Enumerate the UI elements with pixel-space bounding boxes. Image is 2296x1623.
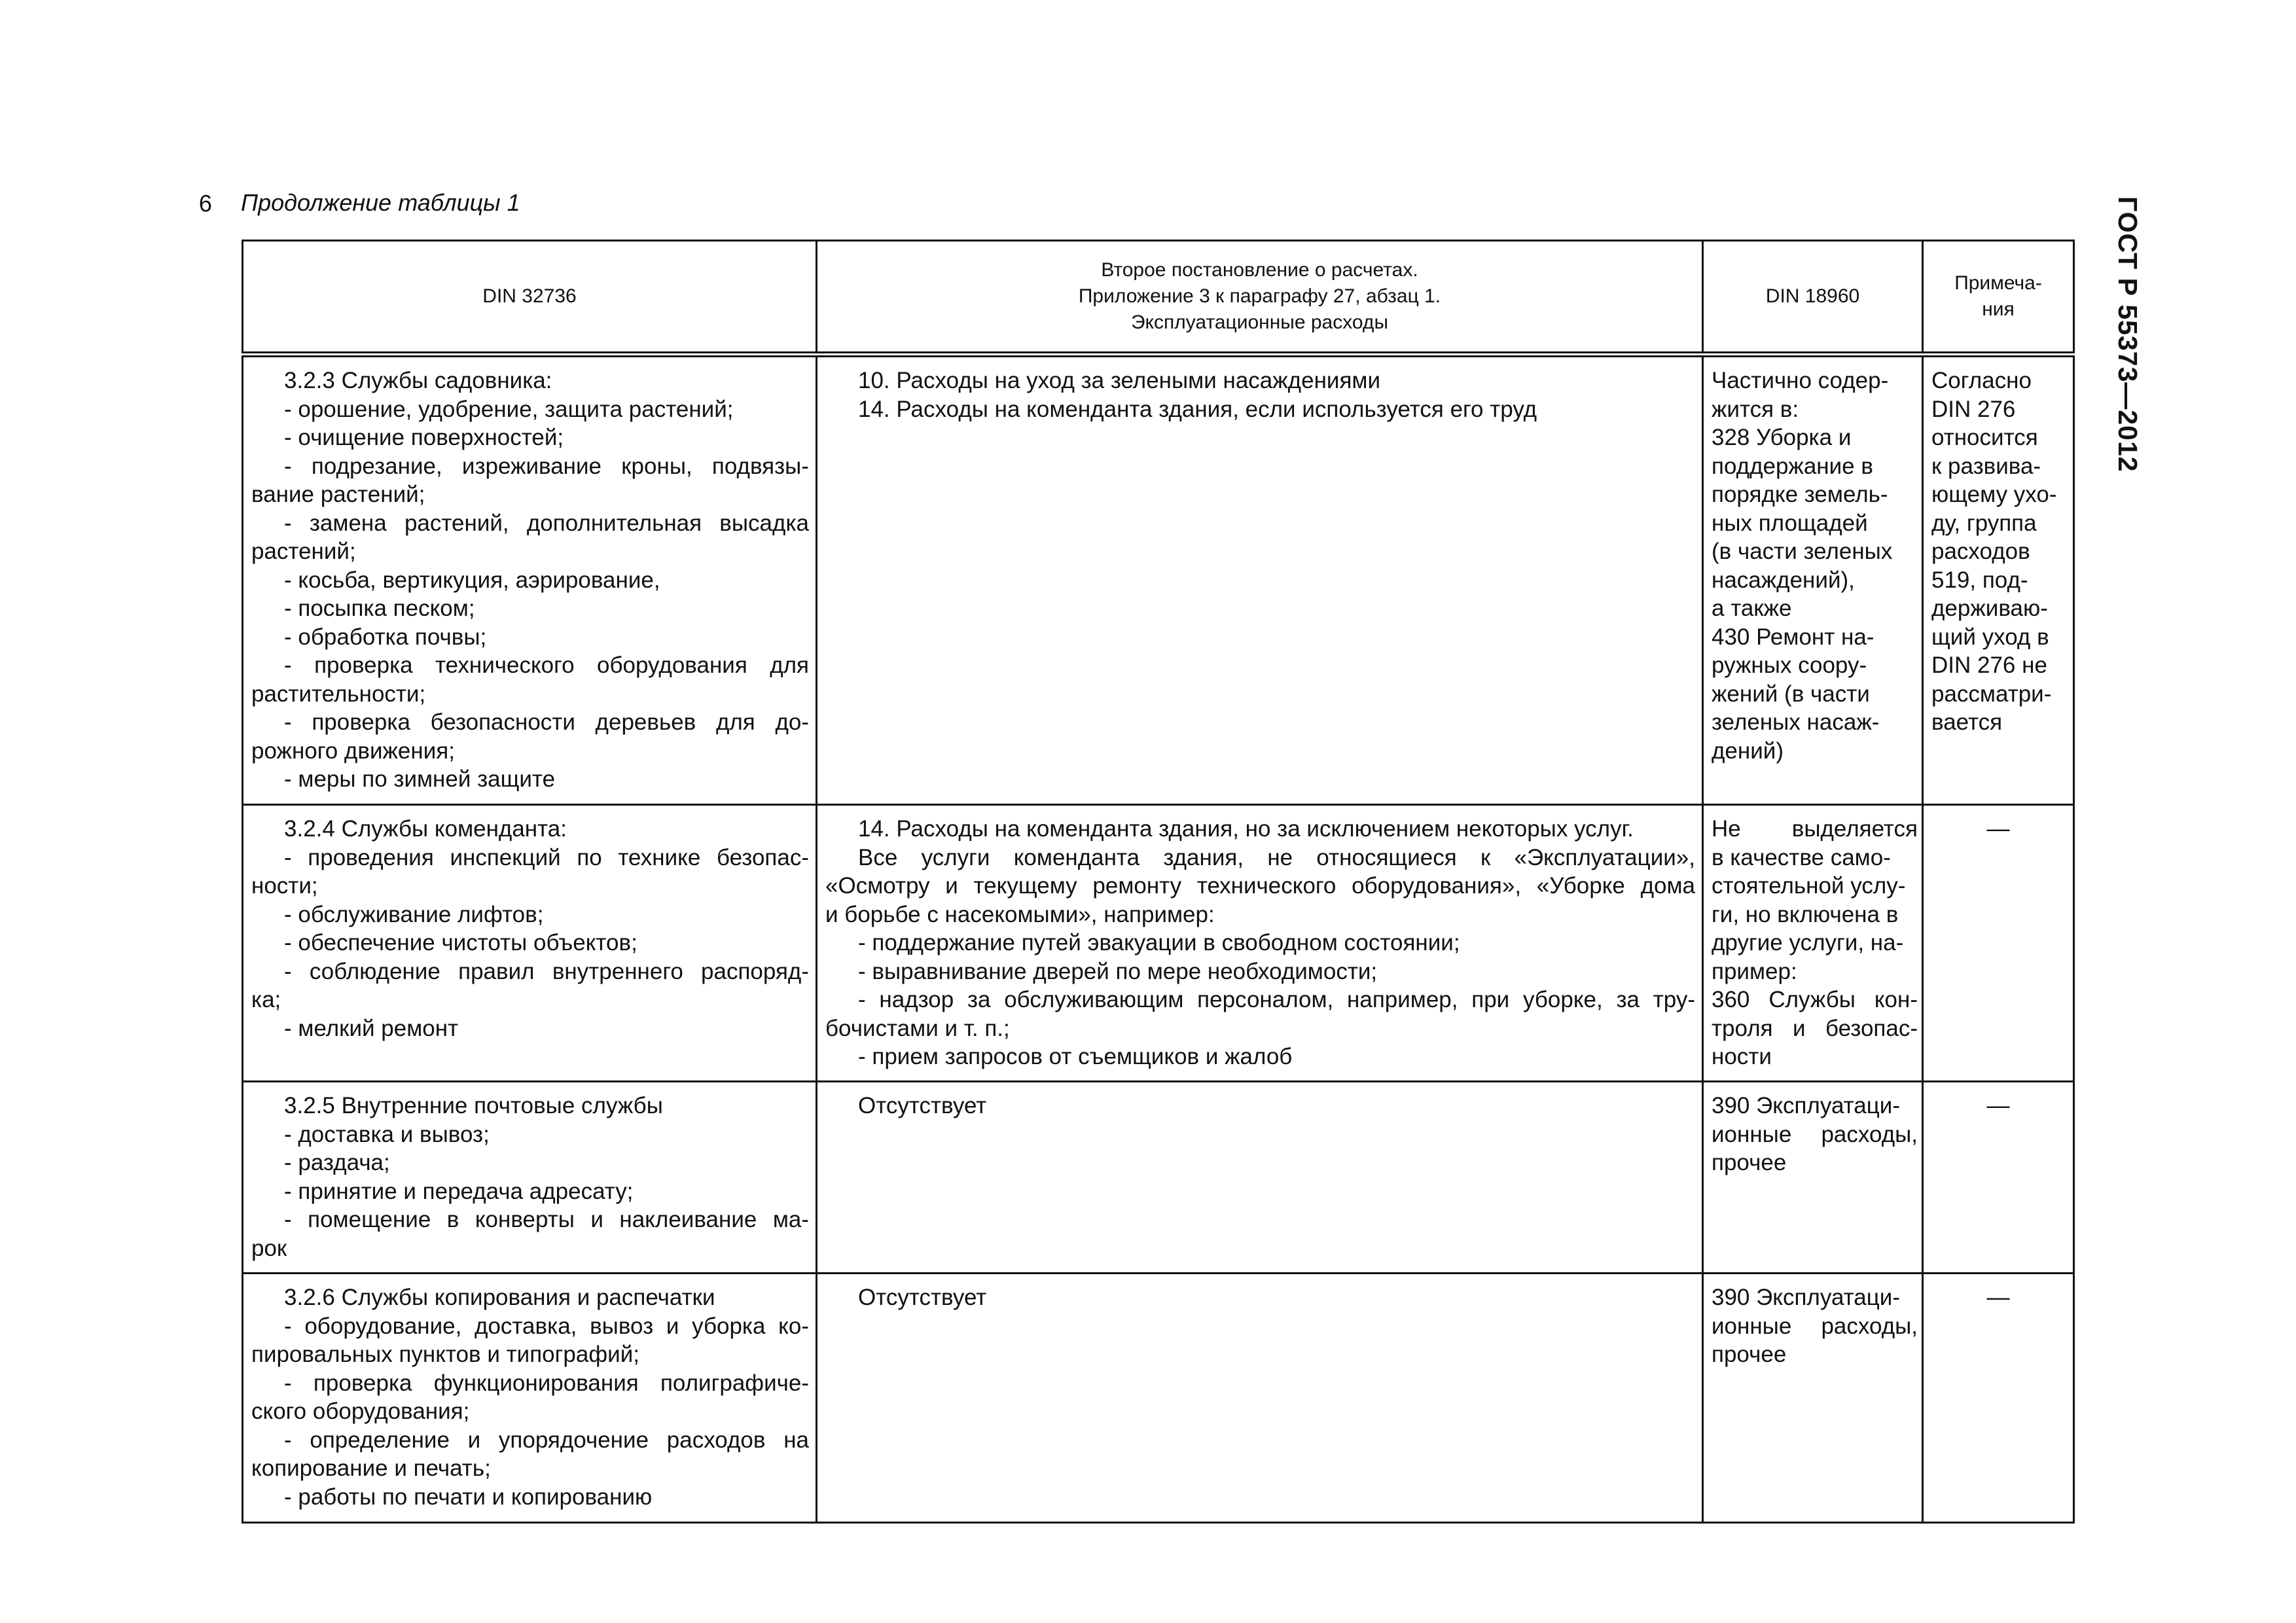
header-din-18960: DIN 18960 (1703, 241, 1923, 355)
cell-second-regulation: 14. Расходы на коменданта здания, но за исключением некоторых услуг. Все услуги коменданта здания, не относящиеся к «Эксплуатации», «Осмотру и текущему ремонту технического оборудования», «Уборке дома и борьбе с насекомыми», например: - поддержание путей эвакуации в свободном состоянии; - выравнивание дверей по мере необходимости; - надзор за обслуживающим персоналом, например, при уборке, за тру- бочистами и т. п.; - прием запросов от съемщиков и жалоб (817, 805, 1703, 1082)
table-row (243, 1274, 2074, 1523)
table-row (243, 1082, 2074, 1274)
cell-din-32736: 3.2.4 Службы коменданта: - проведения инспекций по технике безопас- ности; - обслуживание лифтов; - обеспечение чистоты объектов; - соблюдение правил внутреннего распоряд- ка; - мелкий ремонт (243, 805, 817, 1082)
document-code: ГОСТ Р 55373—2012 (2113, 196, 2143, 473)
cell-second-regulation: Отсутствует (817, 1082, 1703, 1274)
cell-notes: Согласно DIN 276 относится к развива- ющему ухо- ду, группа расходов 519, под- держиваю- щий уход в DIN 276 не рассматри- вается (1923, 355, 2074, 805)
cell-notes: — (1923, 805, 2074, 1082)
table-row (243, 805, 2074, 1082)
table-header-row (243, 241, 2074, 355)
cell-notes: — (1923, 1274, 2074, 1523)
cell-second-regulation: 10. Расходы на уход за зелеными насаждениями 14. Расходы на коменданта здания, если используется его труд (817, 355, 1703, 805)
page-number: 9 (199, 190, 213, 217)
cell-din-32736: 3.2.5 Внутренние почтовые службы - доставка и вывоз; - раздача; - принятие и передача адресату; - помещение в конверты и наклеивание ма- рок (243, 1082, 817, 1274)
table-row (243, 355, 2074, 805)
cell-notes: — (1923, 1082, 2074, 1274)
header-notes: Примеча- ния (1923, 241, 2074, 355)
cell-din-18960: Частично содер- жится в: 328 Уборка и поддержание в порядке земель- ных площадей (в части зеленых насаждений), а также 430 Ремонт на- ружных соору- жений (в части зеленых насаж- дений) (1703, 355, 1923, 805)
header-din-32736: DIN 32736 (243, 241, 817, 355)
cell-din-18960: 390 Эксплуатаци- ионные расходы, прочее (1703, 1082, 1923, 1274)
header-second-regulation: Второе постановление о расчетах. Приложение 3 к параграфу 27, абзац 1. Эксплуатационные расходы (817, 241, 1703, 355)
cell-din-18960: Не выделяется в качестве само- стоятельной услу- ги, но включена в другие услуги, на- пример: 360 Службы кон- троля и безопас- ности (1703, 805, 1923, 1082)
comparison-table (242, 240, 2075, 1524)
cell-din-32736: 3.2.6 Службы копирования и распечатки - оборудование, доставка, вывоз и уборка ко- пировальных пунктов и типографий; - проверка функционирования полиграфиче- ского оборудования; - определение и упорядочение расходов на копирование и печать; - работы по печати и копированию (243, 1274, 817, 1523)
cell-second-regulation: Отсутствует (817, 1274, 1703, 1523)
table-caption: Продолжение таблицы 1 (241, 189, 520, 216)
cell-din-18960: 390 Эксплуатаци- ионные расходы, прочее (1703, 1274, 1923, 1523)
cell-din-32736: 3.2.3 Службы садовника: - орошение, удобрение, защита растений; - очищение поверхностей; - подрезание, изреживание кроны, подвязы- вание растений; - замена растений, дополнительная высадка растений; - косьба, вертикуция, аэрирование, - посыпка песком; - обработка почвы; - проверка технического оборудования для растительности; - проверка безопасности деревьев для до- рожного движения; - меры по зимней защите (243, 355, 817, 805)
